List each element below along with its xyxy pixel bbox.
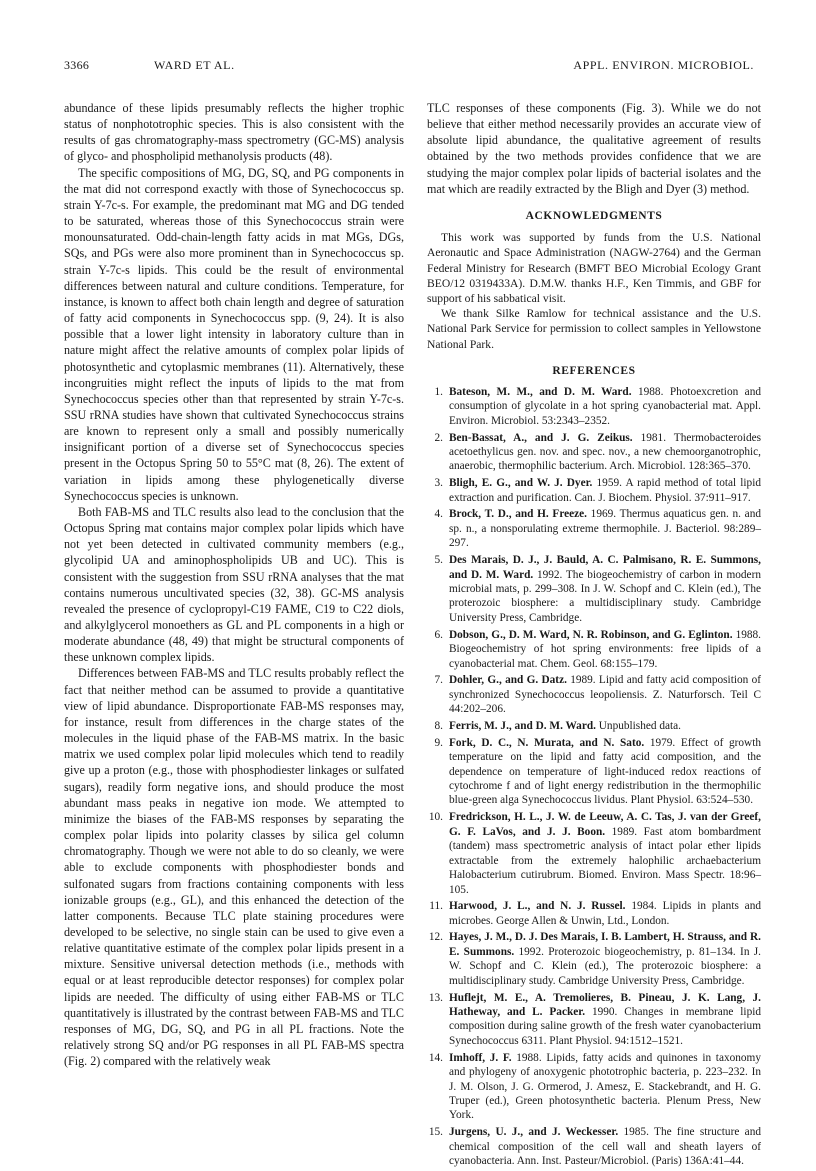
paragraph: The specific compositions of MG, DG, SQ, and PG components in the mat did not correspond exactly with those of Synechococcus sp. strain Y-7c-s. For example, the predominant mat MG and DG tended to be saturated, whereas those of this Synechococcus strain were monounsaturated. Odd-chain-length fatty acids in mat MGs, DGs, SQs, and PGs were also more prominent than in Synechococcus sp. strain Y-7c-s lipids. This could be the result of environmental differences between natural and culture conditions. Temperature, for instance, is known to affect both chain length and degree of saturation of fatty acid components in Synechococcus spp. (9, 24). It is also possible that a lower light intensity in laboratory culture than in nature might affect the relative amounts of complex polar lipids of photosynthetic and cytoplasmic membranes (11). Alternatively, these incongruities might reflect the inputs of lipids to the mat from Synechococcus species other than that represented by strain Y-7c-s. SSU rRNA studies have shown that cultivated Synechococcus strains are known to represent only a small and possibly numerically insignificant portion of a diverse set of Synechococcus species present in the Octopus Spring 50 to 55°C mat (8, 26). The extent of variation in lipids among these phylogenetically diverse Synechococcus species is unknown. [64, 165, 404, 503]
reference-number: 2. [434, 431, 443, 444]
running-header [64, 58, 754, 74]
reference-number: 3. [434, 477, 443, 490]
reference-text: 1988. Photoexcretion and consumption of glycolate in a hot spring cyanobacterial mat. Appl. Environ. Microbiol. 53:2343–2352. [449, 385, 761, 427]
reference-authors: Bligh, E. G., and W. J. Dyer. [449, 477, 593, 490]
reference-number: 4. [434, 508, 443, 521]
reference-item [427, 385, 761, 428]
reference-authors: Fredrickson, H. L., J. W. de Leeuw, A. C. Tas, J. van der Greef, G. F. LaVos, and J. J. Boon. [449, 811, 761, 838]
reference-number: 6. [434, 628, 443, 641]
reference-number: 8. [434, 719, 443, 732]
reference-text: 1988. Lipids, fatty acids and quinones in taxonomy and phylogeny of anoxygenic phototrophic bacteria, p. 223–232. In J. M. Olson, J. G. Ormerod, J. Amesz, E. Stackebrandt, and H. G. Truper (ed.), Green photosynthetic bacteria. Plenum Press, New York. [449, 1051, 761, 1122]
reference-number: 10. [428, 811, 443, 824]
reference-text: 1981. Thermobacteroides acetoethylicus gen. nov. and spec. nov., a new chemoorganotrophic, anaerobic, thermophilic bacterium. Arch. Microbiol. 128:365–370. [449, 431, 761, 473]
reference-text: 1985. The fine structure and chemical composition of the cell wall and sheath layers of cyanobacteria. Ann. Inst. Pasteur/Microbiol. (Paris) 136A:41–44. [449, 1126, 761, 1168]
reference-text: Unpublished data. [595, 719, 681, 732]
reference-item [427, 930, 761, 988]
paragraph: abundance of these lipids presumably reflects the higher trophic status of nonphototrophic species. This is also consistent with the results of gas chromatography-mass spectrometry (GC-MS) analysis of glyco- and phospholipid methanolysis products (48). [64, 101, 404, 164]
reference-item [427, 628, 761, 671]
reference-text: 1992. The biogeochemistry of carbon in modern microbial mats, p. 299–308. In J. W. Schopf and C. Klein (ed.), The proterozoic biosphere: a multidisciplinary study. Cambridge University Press, Cambridge. [449, 568, 761, 624]
reference-item [427, 476, 761, 505]
reference-item [427, 736, 761, 808]
reference-text: 1959. A rapid method of total lipid extraction and purification. Can. J. Biochem. Physiol. 37:911–917. [449, 477, 761, 504]
reference-item [427, 991, 761, 1049]
reference-authors: Jurgens, U. J., and J. Weckesser. [449, 1126, 619, 1139]
reference-item [427, 507, 761, 550]
reference-number: 1. [434, 385, 443, 398]
reference-text: 1992. Proterozoic biogeochemistry, p. 81–134. In J. W. Schopf and C. Klein (ed.), The proterozoic biosphere: a multidisciplinary study. Cambridge University Press, Cambridge. [449, 945, 761, 987]
reference-number: 5. [434, 554, 443, 567]
reference-authors: Ben-Bassat, A., and J. G. Zeikus. [449, 431, 633, 444]
reference-authors: Dohler, G., and G. Datz. [449, 674, 567, 687]
reference-text: 1989. Lipid and fatty acid composition of synchronized Synechococcus leopoliensis. Z. Naturforsch. Teil C 44:202–206. [449, 674, 761, 716]
reference-authors: Huflejt, M. E., A. Tremolieres, B. Pineau, J. K. Lang, J. Hatheway, and L. Packer. [449, 991, 761, 1019]
reference-item [427, 673, 761, 716]
reference-authors: Des Marais, D. J., J. Bauld, A. C. Palmisano, R. E. Summons, and D. M. Ward. [449, 554, 761, 581]
reference-number: 15. [428, 1126, 443, 1139]
acknowledgments-heading: ACKNOWLEDGMENTS [525, 209, 663, 222]
reference-item [427, 553, 761, 625]
reference-text: 1979. Effect of growth temperature on the lipid and fatty acid composition, and the dependence on temperature of light-induced redox reactions of cytochrome f and of light energy redistribution in the thermophilic blue-green alga Synechococcus lividus. Plant Physiol. 63:524–530. [449, 736, 761, 807]
reference-item [427, 431, 761, 474]
reference-authors: Bateson, M. M., and D. M. Ward. [449, 385, 632, 398]
reference-item [427, 719, 761, 733]
paragraph: TLC responses of these components (Fig. 3). While we do not believe that either method necessarily provides an accurate view of absolute lipid abundance, the qualitative agreement of results obtained by the two methods provides confidence that we are studying the major complex polar lipids of bacterial isolates and the mat which are readily extracted by the Bligh and Dyer (3) method. [427, 101, 761, 196]
reference-authors: Imhoff, J. F. [449, 1051, 512, 1064]
reference-number: 9. [434, 736, 443, 749]
reference-item [427, 899, 761, 928]
running-authors: WARD ET AL. [154, 58, 235, 72]
left-column [64, 100, 404, 1069]
acknowledgment-paragraph: This work was supported by funds from the U.S. National Aeronautic and Space Administration (NAGW-2764) and the German Federal Ministry for Research (BMFT BEO Microbial Ecology Grant BEO/12 0319433A). D.M.W. thanks H.F., Ken Timmis, and GBF for support of his sabbatical visit. [427, 231, 761, 305]
reference-authors: Brock, T. D., and H. Freeze. [449, 508, 588, 521]
reference-number: 11. [429, 900, 443, 913]
reference-text: 1989. Fast atom bombardment (tandem) mass spectrometric analysis of intact polar ether lipids extractable from the extremely halophilic archaebacterium Halobacterium cutirubrum. Biomed. Environ. Mass Spectr. 18:96–105. [449, 825, 761, 896]
reference-text: 1988. Biogeochemistry of hot spring environments: free lipids of a cyanobacterial mat. Chem. Geol. 68:155–179. [449, 628, 761, 670]
reference-item [427, 810, 761, 897]
reference-text: 1990. Changes in membrane lipid composition during saline growth of the fresh water cyanobacterium Synechococcus 6311. Plant Physiol. 94:1512–1521. [449, 1006, 762, 1047]
reference-authors: Harwood, J. L., and N. J. Russel. [449, 900, 626, 913]
reference-authors: Hayes, J. M., D. J. Des Marais, I. B. Lambert, H. Strauss, and R. E. Summons. [449, 931, 761, 958]
acknowledgment-paragraph: We thank Silke Ramlow for technical assistance and the U.S. National Park Service for permission to collect samples in Yellowstone National Park. [427, 307, 761, 351]
reference-text: 1969. Thermus aquaticus gen. n. and sp. n., a nonsporulating extreme thermophile. J. Bacteriol. 98:289–297. [449, 508, 761, 550]
page-number: 3366 [64, 58, 90, 72]
reference-number: 12. [428, 931, 443, 944]
paragraph: Differences between FAB-MS and TLC results probably reflect the fact that neither method can be assumed to provide a quantitative view of lipid abundance. Disproportionate FAB-MS responses may, for instance, result from differences in the charge states of the molecules in the liquid phase of the FAB-MS matrix. In the basic matrix we used complex polar lipid molecules which tend to readily give up a proton (e.g., those with phosphodiester linkages or sulfated sugars), readily form negative ions, and should produce the most abundant mass peaks in negative ion mode. We attempted to minimize the biases of the FAB-MS responses by separating the complex polar lipids into polarity classes by silica gel column chromatography. Though we were not able to do so cleanly, we were able to exclude components with phosphodiester bonds and sulfonated sugars from fractions containing components with less ionizable groups (e.g., GL), and this enhanced the detection of the latter components. Because TLC plate staining procedures were developed to be selective, no single stain can be used to give even a relative quantitative estimate of the complex polar lipids present in a mixture. Sensitive universal detection methods (i.e., methods with equal or at least reproducible detector responses) for complex polar lipids are needed. The difficulty of using either FAB-MS or TLC quantitatively is illustrated by the contrast between FAB-MS and TLC responses of MG, DG, SQ, and PG in all PL fractions. Note the relatively strong SQ and/or PG responses in all PL FAB-MS spectra (Fig. 2) compared with the relatively weak [64, 666, 404, 1069]
reference-list [427, 385, 761, 1169]
references-heading: REFERENCES [552, 364, 636, 377]
right-column [427, 100, 761, 1171]
reference-authors: Fork, D. C., N. Murata, and N. Sato. [449, 736, 645, 749]
reference-text: 1984. Lipids in plants and microbes. George Allen & Unwin, Ltd., London. [449, 900, 761, 927]
reference-number: 13. [428, 991, 443, 1004]
reference-number: 7. [434, 674, 443, 687]
reference-authors: Ferris, M. J., and D. M. Ward. [449, 719, 596, 732]
reference-item [427, 1125, 761, 1168]
journal-name: APPL. ENVIRON. MICROBIOL. [573, 58, 754, 72]
reference-item [427, 1051, 761, 1123]
paragraph: Both FAB-MS and TLC results also lead to the conclusion that the Octopus Spring mat contains major complex polar lipids which have not yet been detected in cultivated community members (e.g., glycolipid UA and aminophospholipids UB and UC). This is consistent with the suggestion from SSU rRNA analyses that the mat contains numerous uncultivated species (32, 38). GC-MS analysis revealed the presence of cyclopropyl-C19 FAME, C19 to C22 diols, and alkylglycerol monoethers as GL and PL components in a high or moderate abundance (48, 49) that might be structural components of these unknown complex lipids. [64, 504, 404, 665]
reference-authors: Dobson, G., D. M. Ward, N. R. Robinson, and G. Eglinton. [449, 628, 733, 641]
reference-number: 14. [428, 1051, 443, 1064]
